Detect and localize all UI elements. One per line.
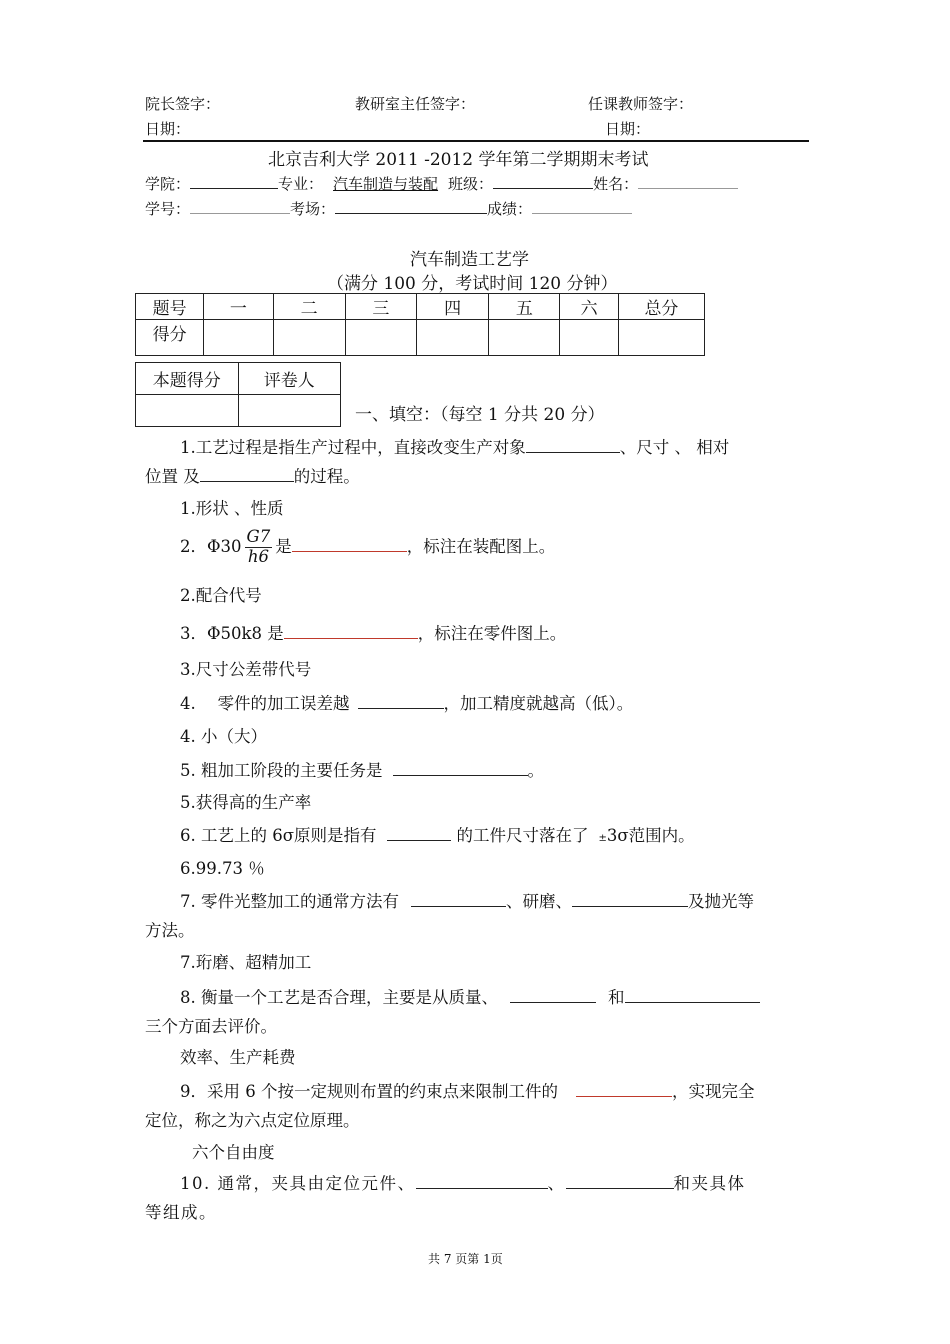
score-table-header: 五: [489, 294, 560, 320]
question-text: 2．Φ30: [180, 536, 242, 556]
question-text: 。: [527, 761, 544, 780]
question-4: [180, 690, 633, 714]
answer-6: 6.99.73 ％: [180, 859, 265, 878]
date-left-label: 日期：: [145, 120, 191, 138]
college-label: 学院：: [145, 175, 191, 193]
blank[interactable]: [416, 1187, 548, 1189]
question-1-line-2: [145, 463, 360, 487]
exam-title: 北京吉利大学 2011 -2012 学年第二学期期末考试: [268, 150, 649, 170]
question-2: [180, 528, 555, 567]
answer-4: 4. 小（大）: [180, 727, 267, 746]
course-title: 汽车制造工艺学: [410, 250, 529, 270]
class-field[interactable]: [493, 187, 593, 189]
blank[interactable]: [572, 905, 688, 907]
question-5: [180, 757, 544, 781]
blank[interactable]: [284, 637, 418, 639]
blank[interactable]: [358, 707, 444, 709]
score-table-header: 三: [345, 294, 416, 320]
class-label: 班级：: [448, 175, 494, 193]
score-cell[interactable]: [417, 320, 489, 356]
question-text: 4. 零件的加工误差越: [180, 694, 350, 713]
question-text: 的工件尺寸落在了: [456, 826, 589, 845]
question-text: 的过程。: [293, 467, 360, 486]
question-text: 3σ范围内。: [606, 826, 695, 845]
blank[interactable]: [393, 774, 528, 776]
question-text: 位置 及: [145, 467, 200, 486]
section-score-label: 本题得分: [136, 363, 239, 395]
section-title: 一、填空：（每空 1 分共 20 分）: [355, 405, 605, 425]
major-value: 汽车制造与装配: [333, 175, 439, 193]
question-text: 、尺寸 、 相对: [619, 438, 730, 457]
score-cell[interactable]: [618, 320, 704, 356]
score-table-header: 二: [273, 294, 345, 320]
fraction-denominator: h6: [247, 546, 269, 566]
section-score-cell[interactable]: [136, 395, 239, 427]
answer-5: 5.获得高的生产率: [180, 793, 312, 812]
question-text: 3．Φ50k8 是: [180, 624, 284, 643]
section-grader-cell[interactable]: [238, 395, 341, 427]
question-3: [180, 620, 566, 644]
score-table-header: 题号: [136, 294, 204, 320]
blank[interactable]: [200, 480, 294, 482]
answer-7: 7.珩磨、超精加工: [180, 953, 312, 972]
room-field[interactable]: [335, 212, 487, 214]
question-10-line-1: [180, 1170, 746, 1194]
question-text: 6. 工艺上的 6σ原则是指有: [180, 826, 377, 845]
score-table-header: 总分: [618, 294, 704, 320]
room-label: 考场：: [290, 200, 336, 218]
plus-minus-sign: ±: [598, 833, 607, 844]
score-table-header: 四: [417, 294, 489, 320]
name-field[interactable]: [638, 187, 738, 189]
fraction-numerator: G7: [246, 527, 271, 546]
question-10-line-2: 等组成。: [145, 1203, 217, 1222]
blank[interactable]: [576, 1095, 672, 1097]
question-text: 10. 通常，夹具由定位元件、: [180, 1174, 416, 1193]
student-info-row-1: [145, 173, 738, 194]
question-text: 是: [275, 536, 292, 556]
fit-fraction: [245, 528, 273, 567]
question-text: 、: [547, 1174, 566, 1193]
name-label: 姓名：: [593, 175, 639, 193]
question-9-line-2: 定位，称之为六点定位原理。: [145, 1111, 360, 1130]
question-text: 、研磨、: [506, 892, 572, 911]
blank[interactable]: [625, 1001, 760, 1003]
header-rule: [143, 140, 809, 142]
question-7-line-1: [180, 888, 754, 912]
blank[interactable]: [387, 839, 451, 841]
question-text: 7. 零件光整加工的通常方法有: [180, 892, 399, 911]
score-cell[interactable]: [489, 320, 560, 356]
question-text: ，标注在零件图上。: [417, 624, 567, 643]
section-grader-label: 评卷人: [238, 363, 341, 395]
score-table-header: 一: [204, 294, 273, 320]
question-text: ，实现完全: [672, 1082, 755, 1101]
id-field[interactable]: [190, 212, 290, 214]
question-8-line-1: [180, 984, 760, 1008]
question-text: 8. 衡量一个工艺是否合理，主要是从质量、: [180, 988, 498, 1007]
question-9-line-1: [180, 1078, 755, 1102]
major-label: 专业：: [278, 175, 324, 193]
question-text: 9．采用 6 个按一定规则布置的约束点来限制工件的: [180, 1082, 558, 1101]
teacher-signature-label: 任课教师签字：: [588, 95, 694, 113]
page-footer: 共 7 页第 1页: [428, 1252, 503, 1266]
question-text: 5. 粗加工阶段的主要任务是: [180, 761, 383, 780]
blank[interactable]: [411, 905, 506, 907]
score-row-label: 得分: [136, 320, 204, 356]
score-cell[interactable]: [273, 320, 345, 356]
question-text: 和夹具体: [673, 1174, 746, 1193]
college-field[interactable]: [190, 187, 278, 189]
question-text: ，加工精度就越高（低）。: [443, 694, 634, 713]
score-label: 成绩：: [487, 200, 533, 218]
question-text: 1.工艺过程是指生产过程中，直接改变生产对象: [180, 438, 526, 457]
director-signature-label: 教研室主任签字：: [355, 95, 476, 113]
question-text: ，标注在装配图上。: [406, 536, 556, 556]
question-text: 及抛光等: [688, 892, 754, 911]
answer-2: 2.配合代号: [180, 586, 262, 605]
answer-9: 六个自由度: [192, 1143, 275, 1162]
blank[interactable]: [526, 451, 620, 453]
id-label: 学号：: [145, 200, 191, 218]
score-table-header: 六: [560, 294, 618, 320]
score-table: [135, 293, 705, 356]
question-6: [180, 822, 695, 846]
answer-1: 1.形状 、性质: [180, 499, 284, 518]
answer-3: 3.尺寸公差带代号: [180, 660, 312, 679]
student-info-row-2: [145, 198, 632, 219]
section-score-box: [135, 362, 341, 427]
score-cell[interactable]: [560, 320, 618, 356]
score-field[interactable]: [532, 212, 632, 214]
blank[interactable]: [510, 1001, 596, 1003]
blank[interactable]: [566, 1187, 674, 1189]
dean-signature-label: 院长签字：: [145, 95, 221, 113]
blank[interactable]: [292, 550, 407, 552]
question-7-line-2: 方法。: [145, 921, 195, 940]
score-cell[interactable]: [204, 320, 273, 356]
answer-8: 效率、生产耗费: [180, 1048, 296, 1067]
score-cell[interactable]: [345, 320, 416, 356]
question-8-line-2: 三个方面去评价。: [145, 1017, 277, 1036]
question-1-line-1: [180, 434, 729, 458]
course-subtitle: （满分 100 分，考试时间 120 分钟）: [327, 274, 618, 294]
date-right-label: 日期：: [605, 120, 651, 138]
question-text: 和: [608, 988, 625, 1007]
